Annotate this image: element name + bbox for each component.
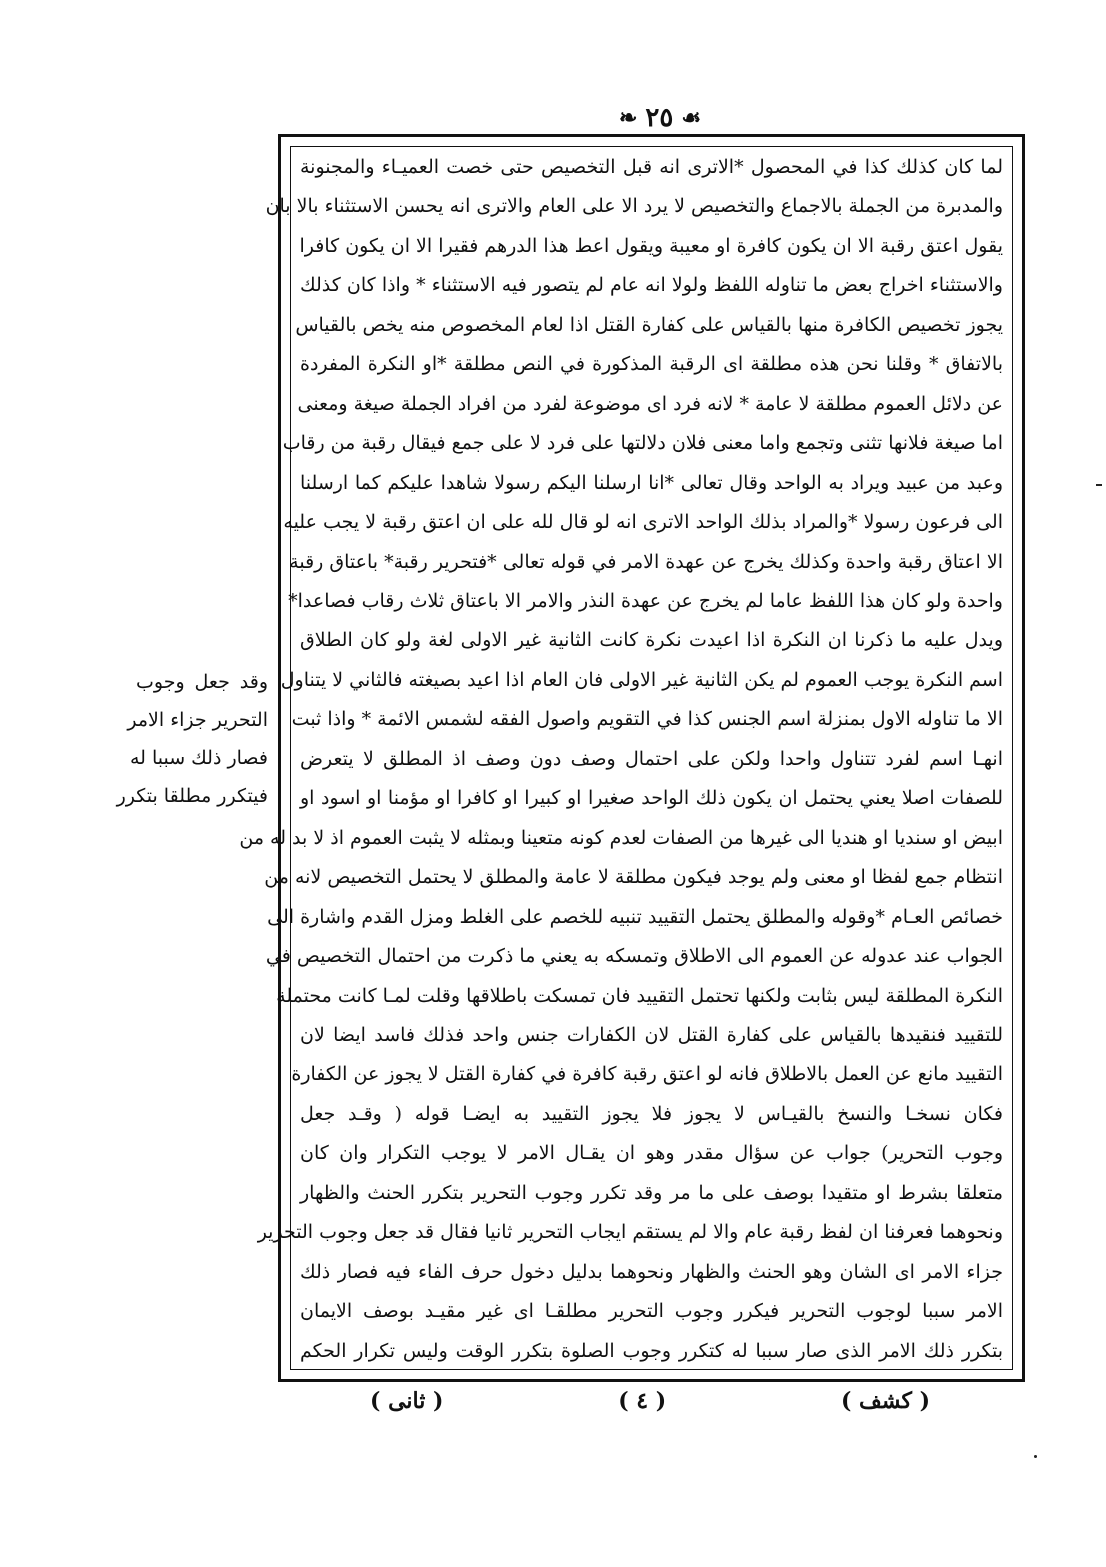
- text-line: اما صيغة فلانها تثنى وتجمع واما معنى فلان دلالتها على فرد لا على جمع فيقال رقبة من رقاب: [282, 432, 1003, 455]
- ornament-right-icon: ☙: [681, 105, 702, 131]
- text-line: وجوب التحرير) جواب عن سؤال مقدر وهو ان يقـال الامر لا يوجب التكرار وان كان: [300, 1142, 1003, 1165]
- text-line: متعلقا بشرط او متقيدا بوصف على ما مر وقد تكرر وجوب التحرير بتكرر الحنث والظهار: [300, 1181, 1003, 1204]
- text-line: الا اعتاق رقبة واحدة وكذلك يخرج عن عهدة الامر في قوله تعالى *فتحرير رقبة* باعتاق رقبة: [289, 550, 1003, 573]
- text-line: بتكرر ذلك الامر الذى صار سببا له كتكرر وجوب الصلوة بتكرر الوقت وليس تكرار الحكم: [300, 1339, 1003, 1362]
- text-line: وعبد من عبيد ويراد به الواحد وقال تعالى *انا ارسلنا اليكم رسولا شاهدا عليكم كما ارسلنا: [300, 471, 1004, 494]
- margin-note-line: وقد جعل وجوب: [136, 671, 268, 693]
- text-line: ابيض او سنديا او هنديا الى غيرها من الصفات لعدم كونه متعينا وبمثله لا يثبت العموم اذ لا بد له من: [239, 826, 1003, 849]
- signature-line: [370, 1384, 930, 1418]
- text-line: والاستثناء اخراج بعض ما تناوله اللفظ ولولا انه عام لم يتصور فيه الاستثناء * واذا كان كذلك: [300, 274, 1003, 297]
- text-line: ونحوهما فعرفنا ان لفظ رقبة عام والا لم يستقم ايجاب التحرير ثانيا فقال قد جعل وجوب التحرير: [257, 1221, 1003, 1244]
- scan-mark-right: [1096, 484, 1102, 486]
- text-line: خصائص العـام *وقوله والمطلق يحتمل التقييد تنبيه للخصم على الغلط ومزل القدم واشارة الى: [267, 905, 1003, 928]
- text-line: واحدة ولو كان هذا اللفظ عاما لم يخرج عن عهدة النذر والامر الا باعتاق ثلاث رقاب فصاعدا*: [288, 589, 1003, 612]
- text-line: يقول اعتق رقبة الا ان يكون كافرة او معيبة ويقول اعط هذا الدرهم فقيرا الا ان يكون كافرا: [299, 234, 1003, 257]
- text-line: فكان نسخـا والنسخ بالقيـاس لا يجوز فلا يجوز التقييد به ايضـا قوله ( وقـد جعل: [300, 1102, 1003, 1125]
- text-line: يجوز تخصيص الكافرة منها بالقياس على كفارة القتل اذا لعام المخصوص منه يخص بالقياس: [295, 313, 1003, 336]
- text-line: للصفات اصلا يعني يحتمل ان يكون ذلك الواحد صغيرا او كبيرا او كافرا او مؤمنا او اسود او: [300, 787, 1003, 810]
- text-line: النكرة المطلقة ليس بثابت ولكنها تحتمل التقييد فان تمسكت باطلاقها وقلت لمـا كانت محتملة: [276, 984, 1003, 1007]
- text-line: بالاتفاق * وقلنا نحن هذه مطلقة اى الرقبة المذكورة في النص مطلقة *او النكرة المفردة: [300, 353, 1003, 376]
- margin-note: [116, 668, 268, 812]
- text-line: الجواب عند عدوله عن العموم الى الاطلاق وتمسكه به يعني ما ذكرت من احتمال التخصيص في: [265, 945, 1003, 968]
- text-line: الامر سببا لوجوب التحرير فيكرر وجوب التحرير مطلقـا اى غير مقيـد بوصف الايمان: [300, 1300, 1003, 1323]
- text-line: لما كان كذلك كذا في المحصول *الاترى انه قبل التخصيص حتى خصت العميـاء والمجنونة: [300, 156, 1003, 178]
- text-line: جزاء الامر اى الشان وهو الحنث والظهار ونحوهما بدليل دخول حرف الفاء فيه فصار ذلك: [300, 1260, 1003, 1283]
- scan-mark-dot: [1034, 1455, 1037, 1458]
- text-line: الا ما تناوله الاول بمنزلة اسم الجنس كذا في التقويم واصول الفقه لشمس الائمة * واذا ثبت: [291, 708, 1003, 731]
- text-line: ويدل عليه ما ذكرنا ان النكرة اذا اعيدت نكرة كانت الثانية غير الاولى لغة ولو كان الطلاق: [300, 629, 1003, 652]
- text-line: للتقييد فنقيدها بالقياس على كفارة القتل لان الكفارات جنس واحد فذلك فاسد ايضا لان: [300, 1023, 1003, 1046]
- signature-right: ( كشف ): [840, 1388, 930, 1414]
- text-line: انتظام جمع لفظا او معنى ولم يوجد فيكون مطلقة لا عامة والمطلق لا يحتمل التخصيص لانه من: [264, 866, 1003, 889]
- signature-left: ( ثانى ): [370, 1388, 444, 1414]
- text-line: والمدبرة من الجملة بالاجماع والتخصيص لا يرد الا على العام والاترى انه يحسن الاستثناء بالا بان: [265, 195, 1003, 218]
- text-line: التقييد مانع عن العمل بالاطلاق فانه لو اعتق رقبة كافرة في كفارة القتل لا يجوز عن الكفارة: [291, 1063, 1003, 1086]
- signature-center: ( ٤ ): [618, 1388, 667, 1414]
- margin-note-line: فصار ذلك سببا له: [129, 747, 268, 769]
- text-line: انهـا اسم لفرد تتناول واحدا ولكن على احتمال وصف دون وصف اذ المطلق لا يتعرض: [300, 747, 1003, 770]
- ornament-left-icon: ❧: [618, 105, 638, 131]
- text-line: عن دلائل العموم مطلقة لا عامة * لانه فرد اى موضوعة لفرد من افراد الجملة صيغة ومعنى: [297, 392, 1003, 415]
- page-number-header: [600, 98, 720, 138]
- margin-note-line: فيتكرر مطلقا بتكرر: [116, 785, 268, 807]
- main-text-block: [239, 152, 1004, 1366]
- text-line: اسم النكرة يوجب العموم لم يكن الثانية غير الاولى فان العام اذا اعيد بصيغته فالثاني لا يتناول: [280, 668, 1003, 691]
- margin-note-line: التحرير جزاء الامر: [127, 709, 268, 731]
- page-number: ٢٥: [645, 103, 674, 133]
- text-line: الى فرعون رسولا *والمراد بذلك الواحد الاترى انه لو قال لله على ان اعتق رقبة لا يجب عليه: [283, 511, 1003, 534]
